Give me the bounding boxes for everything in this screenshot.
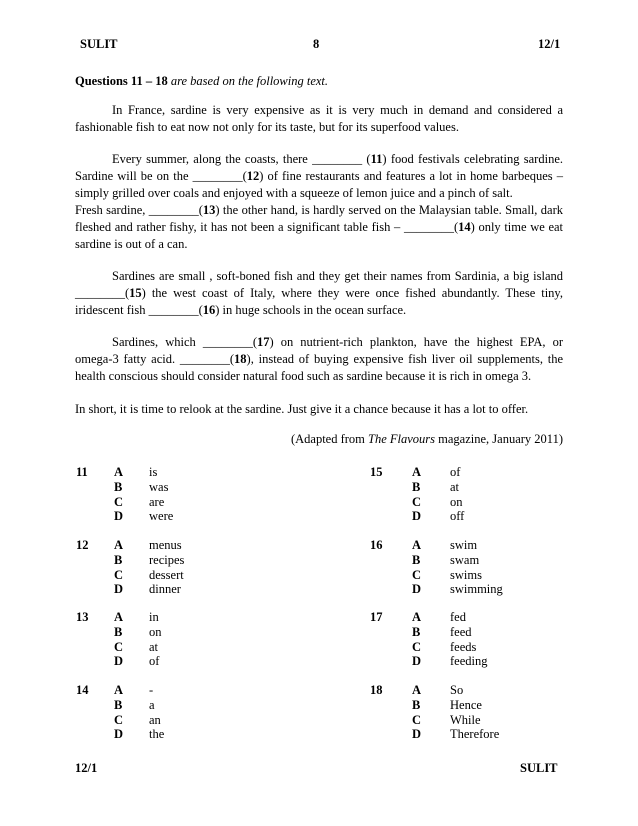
option-text: are: [149, 494, 165, 509]
paragraph-4: Sardines are small , soft-boned fish and they get their names from Sardinia, a big island ________(15) the west coast of Italy, where they were once fished abundantly. These tiny, iridescent fish ________(16) in huge schools in the ocean surface.: [75, 269, 563, 317]
option-letter: D: [114, 654, 124, 669]
option-text: at: [450, 479, 460, 494]
question-number: 12: [76, 538, 89, 552]
option-letter: A: [114, 538, 124, 552]
option-text: fed: [450, 610, 466, 624]
magazine-title: The Flavours: [368, 432, 436, 446]
option-letter: C: [412, 567, 422, 582]
questions-intro: [75, 73, 563, 90]
option-letter: C: [114, 639, 124, 654]
option-text: swim: [450, 538, 478, 552]
question-number: 15: [370, 465, 383, 479]
option-letter: B: [114, 697, 123, 712]
page-number: 8: [313, 37, 320, 51]
option-letter: D: [114, 509, 124, 524]
option-letter: B: [412, 624, 421, 639]
blank-16: 16: [202, 303, 216, 317]
questions-range: Questions 11 – 18: [75, 74, 168, 88]
header-left: SULIT: [80, 37, 118, 51]
blank-14: 14: [458, 220, 471, 234]
paragraph-2: Every summer, along the coasts, there ________ (11) food festivals celebrating sardine. Sardine will be on the ________(12) of fine restaurants and features a lot in home barbeques – simply grilled over coals and enjoyed with a squeeze of lemon juice and a pinch of salt.: [75, 152, 563, 200]
question-number: 16: [370, 538, 383, 552]
option-letter: B: [114, 479, 123, 494]
option-letter: A: [412, 683, 422, 697]
blank-11: 11: [370, 152, 383, 166]
option-letter: B: [412, 479, 421, 494]
paragraph-1: In France, sardine is very expensive as it is very much in demand and considered a fashionable fish to eat now not only for its taste, but for its superfood values.: [75, 103, 563, 134]
option-text: Hence: [450, 697, 482, 712]
blank-13: 13: [202, 203, 216, 217]
option-text: While: [450, 712, 481, 727]
option-text: dinner: [149, 582, 181, 597]
option-text: of: [450, 465, 461, 479]
option-text: swam: [450, 552, 480, 567]
option-letter: A: [114, 683, 124, 697]
option-letter: D: [412, 509, 422, 524]
option-letter: B: [114, 624, 123, 639]
option-text: dessert: [149, 567, 184, 582]
option-text: -: [149, 683, 154, 697]
option-text: swimming: [450, 582, 503, 597]
option-letter: C: [412, 639, 422, 654]
paragraph-3: Fresh sardine, ________(13) the other hand, is hardly served on the Malaysian table. Small, dark fleshed and rather fishy, it has not been a significant table fish – ________(14) only time we eat sardine is out of a can.: [75, 203, 564, 251]
option-letter: D: [114, 582, 124, 597]
option-text: at: [149, 639, 159, 654]
option-letter: D: [412, 727, 422, 742]
option-text: menus: [149, 538, 182, 552]
blank-17: 17: [257, 335, 270, 349]
source-citation: (Adapted from The Flavours magazine, January 2011): [290, 432, 563, 446]
option-letter: C: [412, 712, 422, 727]
option-text: feed: [450, 624, 472, 639]
paragraph-6: In short, it is time to relook at the sardine. Just give it a chance because it has a lot to offer.: [75, 402, 529, 416]
option-letter: C: [114, 712, 124, 727]
option-letter: A: [412, 538, 422, 552]
option-letter: A: [412, 465, 422, 479]
option-letter: A: [412, 610, 422, 624]
option-text: a: [149, 697, 155, 712]
option-letter: C: [412, 494, 422, 509]
option-text: feeding: [450, 654, 488, 669]
question-number: 17: [370, 610, 383, 624]
option-letter: A: [114, 465, 124, 479]
option-letter: B: [114, 552, 123, 567]
option-letter: C: [114, 494, 124, 509]
question-number: 13: [76, 610, 89, 624]
question-number: 11: [76, 465, 88, 479]
option-letter: D: [412, 654, 422, 669]
question-number: 14: [76, 683, 89, 697]
option-text: of: [149, 654, 160, 669]
option-text: was: [149, 479, 169, 494]
paragraph-5: Sardines, which ________(17) on nutrient-rich plankton, have the highest EPA, or omega-3 fatty acid. ________(18), instead of buying expensive fish liver oil supplements, the health conscious should consider natural food such as sardine because it is rich in omega 3.: [75, 335, 563, 383]
blank-15: 15: [129, 286, 142, 300]
blank-12: 12: [246, 169, 260, 183]
option-text: were: [149, 509, 174, 524]
option-text: in: [149, 610, 159, 624]
option-letter: B: [412, 552, 421, 567]
option-text: on: [149, 624, 162, 639]
option-letter: D: [412, 582, 422, 597]
option-letter: B: [412, 697, 421, 712]
option-text: the: [149, 727, 165, 742]
option-letter: C: [114, 567, 124, 582]
option-text: swims: [450, 567, 482, 582]
footer-left: 12/1: [75, 761, 98, 775]
option-text: on: [450, 494, 463, 509]
footer-right: SULIT: [520, 761, 558, 775]
option-letter: A: [114, 610, 124, 624]
header-right: 12/1: [538, 37, 561, 51]
option-text: feeds: [450, 639, 477, 654]
option-text: recipes: [149, 552, 185, 567]
option-text: an: [149, 712, 161, 727]
blank-18: 18: [234, 352, 247, 366]
option-letter: D: [114, 727, 124, 742]
questions-intro-text: are based on the following text.: [167, 74, 329, 88]
question-number: 18: [370, 683, 383, 697]
option-text: is: [149, 465, 158, 479]
option-text: So: [450, 683, 464, 697]
option-text: off: [450, 509, 465, 524]
option-text: Therefore: [450, 727, 500, 742]
paragraph-2-3: [75, 151, 563, 253]
